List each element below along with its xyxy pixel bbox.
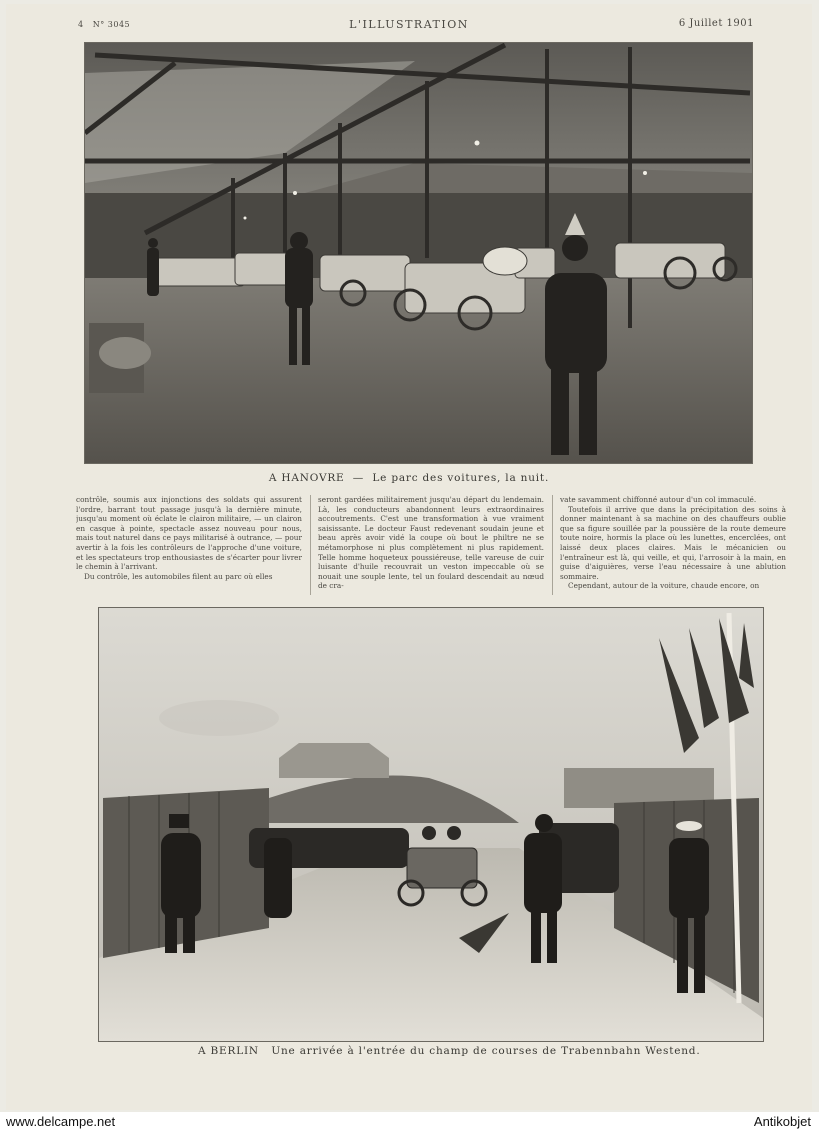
issue-date: 6 Juillet 1901 xyxy=(678,18,754,29)
paragraph: Cependant, autour de la voiture, chaude encore, on xyxy=(568,581,760,591)
paragraph: Du contrôle, les automobiles filent au parc où elles xyxy=(84,571,273,581)
seller-name: Antikobjet xyxy=(753,1114,811,1129)
publication-title: L'ILLUSTRATION xyxy=(349,18,469,31)
article-columns xyxy=(76,495,786,595)
paragraph: seront gardées militairement jusqu'au départ du lendemain. Là, les conducteurs abandonnent leurs extraordinaires accoutrements. C'est une transformation à vue vraiment saisissante. Le docteur Faust redevenant soudain jeune et beau après avoir vidé la coupe où bout le philtre ne se métamorphose ni plus complètement ni plus rapidement. Telle homme hoqueteux poussiéreuse, telle vareuse de cuir luisante d'huile recouvrait un veston impeccable où se nouait une souple lente, tel un foulard descendait au nœud de cra- xyxy=(318,495,544,591)
caption-text: Le parc des voitures, la nuit. xyxy=(372,472,550,484)
hanover-car-park-photo xyxy=(84,42,753,464)
article-column-3 xyxy=(552,495,786,595)
article-column-1 xyxy=(76,495,302,595)
paragraph: vate savamment chiffonné autour d'un col immaculé. xyxy=(560,495,757,504)
caption-place: A HANOVRE xyxy=(268,472,345,484)
running-head xyxy=(20,18,798,34)
caption-place: A BERLIN xyxy=(198,1045,259,1057)
caption-dash: — xyxy=(352,472,365,484)
berlin-arrival-photo xyxy=(98,607,764,1042)
magazine-page xyxy=(6,4,812,1110)
paragraph: Toutefois il arrive que dans la précipitation des soins à donner maintenant à sa machine on des chauffeurs oublie que sa figure souillée par la poussière de la route demeure toute noire, hormis la place où les lunettes, encerclées, ont laissé deux places claires. Mais le mécanicien ou l'entraîneur est là, qui veille, et qui, l'arrosoir à la main, en guise d'aiguières, verse l'eau nécessaire à une ablution sommaire. xyxy=(560,504,786,581)
bottom-photo-caption xyxy=(198,1045,700,1057)
site-url: www.delcampe.net xyxy=(6,1114,116,1129)
article-column-2 xyxy=(310,495,544,595)
page-number-and-issue: 4 N° 3045 xyxy=(78,20,131,29)
paragraph: contrôle, soumis aux injonctions des soldats qui assurent l'ordre, barrant tout passage jusqu'à la dernière minute, jusqu'au moment où éclate le clairon militaire, — un clairon en casque à pointe, spectacle assez nouveau pour nous, mais tout naturel dans ce pays militarisé à outrance, — pour avertir à la fois les contrôleurs de l'approche d'une voiture, et les spectateurs trop enthousiastes de s'écarter pour livrer le chemin à l'arrivant. xyxy=(76,495,302,572)
watermark-bar xyxy=(0,1112,819,1131)
caption-text: Une arrivée à l'entrée du champ de courses de Trabennbahn Westend. xyxy=(271,1045,701,1057)
top-photo-caption xyxy=(6,472,812,484)
